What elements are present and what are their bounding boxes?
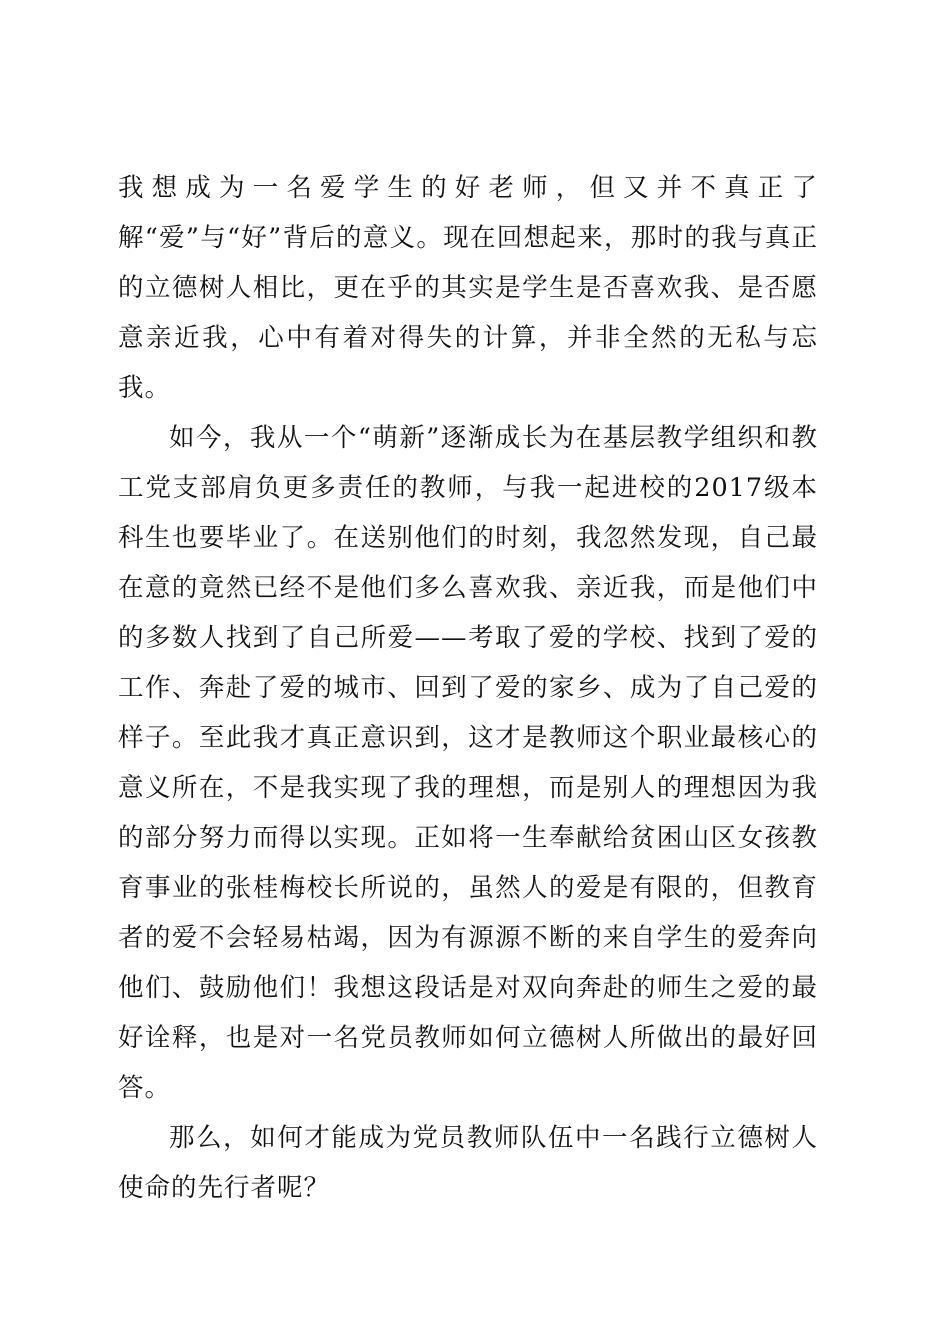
paragraph-2: 如今，我从一个“萌新”逐渐成长为在基层教学组织和教工党支部肩负更多责任的教师，与我一起进校的2017级本科生也要毕业了。在送别他们的时刻，我忽然发现，自己最在意的竟然已经不是他们多么喜欢我、亲近我，而是他们中的多数人找到了自己所爱——考取了爱的学校、找到了爱的工作、奔赴了爱的城市、回到了爱的家乡、成为了自己爱的样子。至此我才真正意识到，这才是教师这个职业最核心的意义所在，不是我实现了我的理想，而是别人的理想因为我的部分努力而得以实现。正如将一生奉献给贫困山区女孩教育事业的张桂梅校长所说的，虽然人的爱是有限的，但教育者的爱不会轻易枯竭，因为有源源不断的来自学生的爱奔向他们、鼓励他们！我想这段话是对双向奔赴的师生之爱的最好诠释，也是对一名党员教师如何立德树人所做出的最好回答。 xyxy=(118,423,818,1103)
paragraph-3: 那么，如何才能成为党员教师队伍中一名践行立德树人使命的先行者呢？ xyxy=(118,1123,818,1203)
paragraph-1: 我想成为一名爱学生的好老师，但又并不真正了解“爱”与“好”背后的意义。现在回想起来，那时的我与真正的立德树人相比，更在乎的其实是学生是否喜欢我、是否愿意亲近我，心中有着对得失的计算，并非全然的无私与忘我。 xyxy=(118,173,818,403)
body-text xyxy=(118,163,818,1213)
